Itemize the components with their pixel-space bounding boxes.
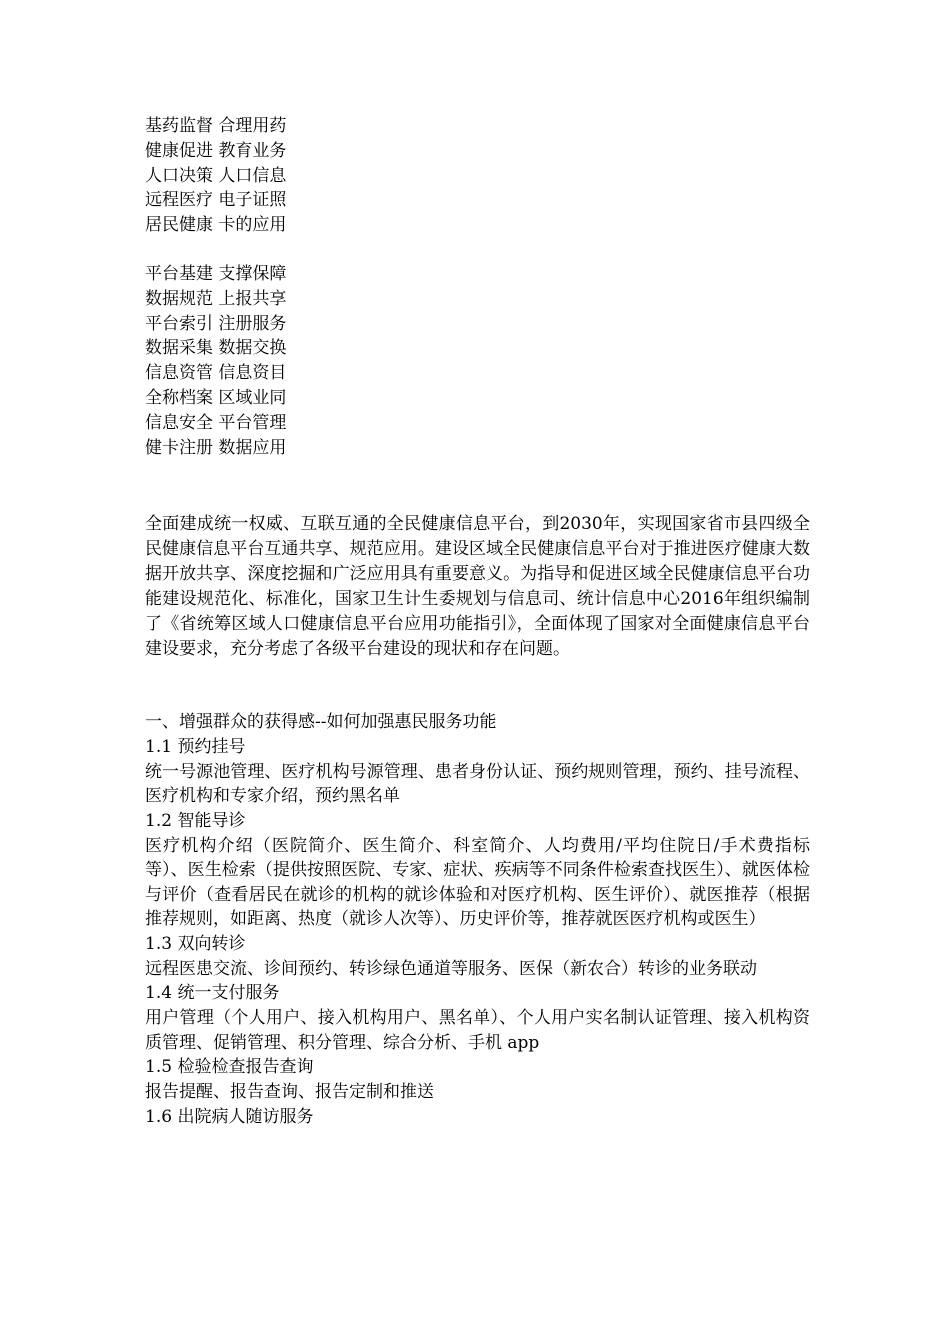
section-services bbox=[145, 710, 810, 1130]
list-item: 信息安全 平台管理 bbox=[145, 412, 287, 433]
body-text: 报告提醒、报告查询、报告定制和推送 bbox=[145, 1082, 434, 1103]
list-item: 健卡注册 数据应用 bbox=[145, 437, 287, 458]
subheading: 1.4 统一支付服务 bbox=[145, 983, 280, 1004]
subheading: 1.5 检验检查报告查询 bbox=[145, 1057, 314, 1078]
body-text: 远程医患交流、诊间预约、转诊绿色通道等服务、医保（新农合）转诊的业务联动 bbox=[145, 958, 757, 979]
subheading: 1.1 预约挂号 bbox=[145, 736, 246, 757]
list-item: 远程医疗 电子证照 bbox=[145, 190, 287, 211]
intro-paragraph: 全面建成统一权威、互联互通的全民健康信息平台，到2030年，实现国家省市县四级全民健康信息平台互通共享、规范应用。建设区域全民健康信息平台对于推进医疗健康大数据开放共享、深度挖掘和广泛应用具有重要意义。为指导和促进区域全民健康信息平台功能建设规范化、标准化，国家卫生计生委规划与信息司、统计信息中心2016年组织编制了《省统筹区域人口健康信息平台应用功能指引》，全面体现了国家对全面健康信息平台建设要求，充分考虑了各级平台建设的现状和存在问题。 bbox=[145, 514, 810, 659]
list-item: 基药监督 合理用药 bbox=[145, 116, 287, 136]
subheading: 1.6 出院病人随访服务 bbox=[145, 1106, 314, 1127]
list-item: 平台基建 支撑保障 bbox=[145, 264, 287, 284]
body-text: 统一号源池管理、医疗机构号源管理、患者身份认证、预约规则管理，预约、挂号流程、医疗机构和专家介绍，预约黑名单 bbox=[145, 761, 810, 807]
section-title: 一、增强群众的获得感--如何加强惠民服务功能 bbox=[145, 712, 497, 732]
function-list-top bbox=[145, 114, 810, 238]
list-item: 数据规范 上报共享 bbox=[145, 288, 287, 309]
list-item: 数据采集 数据交换 bbox=[145, 338, 287, 359]
list-item: 平台索引 注册服务 bbox=[145, 313, 287, 334]
list-item: 信息资管 信息资目 bbox=[145, 363, 287, 384]
subheading: 1.3 双向转诊 bbox=[145, 933, 246, 954]
list-item: 全称档案 区域业同 bbox=[145, 387, 287, 408]
subheading: 1.2 智能导诊 bbox=[145, 810, 246, 831]
list-item: 居民健康 卡的应用 bbox=[145, 215, 287, 236]
list-item: 人口决策 人口信息 bbox=[145, 165, 287, 186]
function-list-platform bbox=[145, 262, 810, 460]
body-text: 医疗机构介绍（医院简介、医生简介、科室简介、人均费用/平均住院日/手术费指标等）、医生检索（提供按照医院、专家、症状、疾病等不同条件检索查找医生）、就医体检与评价（查看居民在就诊的机构的就诊体验和对医疗机构、医生评价）、就医推荐（根据推荐规则，如距离、热度（就诊人次等）、历史评价等，推荐就医医疗机构或医生） bbox=[145, 835, 810, 930]
list-item: 健康促进 教育业务 bbox=[145, 140, 287, 161]
body-text: 用户管理（个人用户、接入机构用户、黑名单）、个人用户实名制认证管理、接入机构资质管理、促销管理、积分管理、综合分析、手机 app bbox=[145, 1008, 810, 1053]
